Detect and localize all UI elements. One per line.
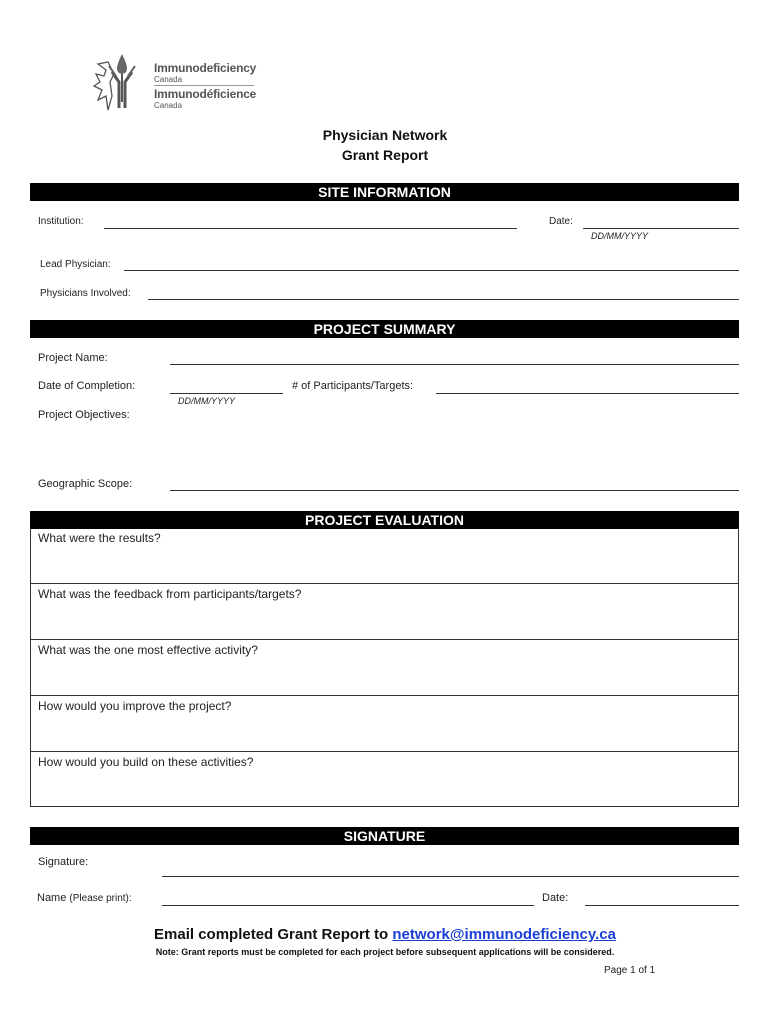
logo-divider: [154, 85, 254, 86]
email-instruction-text: Email completed Grant Report to: [154, 926, 393, 943]
site-date-field[interactable]: [583, 228, 739, 229]
signature-date-field[interactable]: [585, 905, 739, 906]
evaluation-feedback-cell[interactable]: [31, 584, 738, 640]
logo-text-canada-fr: Canada: [154, 101, 183, 110]
evaluation-improve-cell[interactable]: [31, 696, 738, 752]
signature-date-label: Date:: [542, 892, 569, 904]
project-objectives-area[interactable]: [170, 405, 739, 467]
email-link[interactable]: network@immunodeficiency.ca: [392, 926, 616, 943]
evaluation-question: What was the feedback from participants/targets?: [38, 587, 302, 601]
submission-note: Note: Grant reports must be completed for each project before subsequent applications will be considered.: [155, 947, 615, 957]
site-date-format-hint: DD/MM/YYYY: [591, 231, 649, 241]
evaluation-build-on-cell[interactable]: [31, 752, 738, 808]
evaluation-results-cell[interactable]: [31, 528, 738, 584]
evaluation-question: What were the results?: [38, 531, 161, 545]
participants-field[interactable]: [436, 393, 739, 394]
document-title-line2: Grant Report: [341, 147, 429, 163]
signature-label: Signature:: [38, 856, 89, 868]
logo-text-english: Immunodeficiency: [154, 61, 257, 75]
geographic-scope-label: Geographic Scope:: [38, 478, 133, 490]
signature-header: SIGNATURE: [30, 827, 739, 845]
evaluation-table: [30, 528, 739, 807]
email-instruction: [0, 926, 770, 943]
document-title-line1: Physician Network: [322, 127, 448, 143]
evaluation-effective-activity-cell[interactable]: [31, 640, 738, 696]
lead-physician-label: Lead Physician:: [40, 259, 111, 270]
date-of-completion-field[interactable]: [170, 393, 283, 394]
project-evaluation-header: PROJECT EVALUATION: [30, 511, 739, 529]
name-print-hint: (Please print):: [69, 893, 132, 904]
physicians-involved-field[interactable]: [148, 299, 739, 300]
project-name-field[interactable]: [170, 364, 739, 365]
lead-physician-field[interactable]: [124, 270, 739, 271]
project-name-label: Project Name:: [38, 352, 108, 364]
name-label: [37, 892, 132, 904]
institution-field[interactable]: [104, 228, 517, 229]
logo-text-french: Immunodéficience: [154, 87, 257, 101]
project-summary-header: PROJECT SUMMARY: [30, 320, 739, 338]
geographic-scope-field[interactable]: [170, 490, 739, 491]
site-date-label: Date:: [549, 216, 573, 227]
organization-logo: [92, 52, 262, 114]
evaluation-question: How would you improve the project?: [38, 699, 232, 713]
evaluation-question: How would you build on these activities?: [38, 755, 254, 769]
evaluation-question: What was the one most effective activity?: [38, 643, 258, 657]
participants-label: # of Participants/Targets:: [292, 380, 414, 392]
signature-field[interactable]: [162, 876, 739, 877]
project-objectives-label: Project Objectives:: [38, 409, 130, 421]
name-field[interactable]: [162, 905, 534, 906]
name-label-text: Name: [37, 892, 67, 904]
immunodeficiency-logo-icon: [92, 52, 152, 114]
page-number: Page 1 of 1: [604, 965, 656, 976]
site-information-header: SITE INFORMATION: [30, 183, 739, 201]
logo-text-canada-en: Canada: [154, 75, 183, 84]
completion-date-format-hint: DD/MM/YYYY: [178, 396, 236, 406]
physicians-involved-label: Physicians Involved:: [40, 288, 131, 299]
date-of-completion-label: Date of Completion:: [38, 380, 136, 392]
institution-label: Institution:: [38, 216, 84, 227]
